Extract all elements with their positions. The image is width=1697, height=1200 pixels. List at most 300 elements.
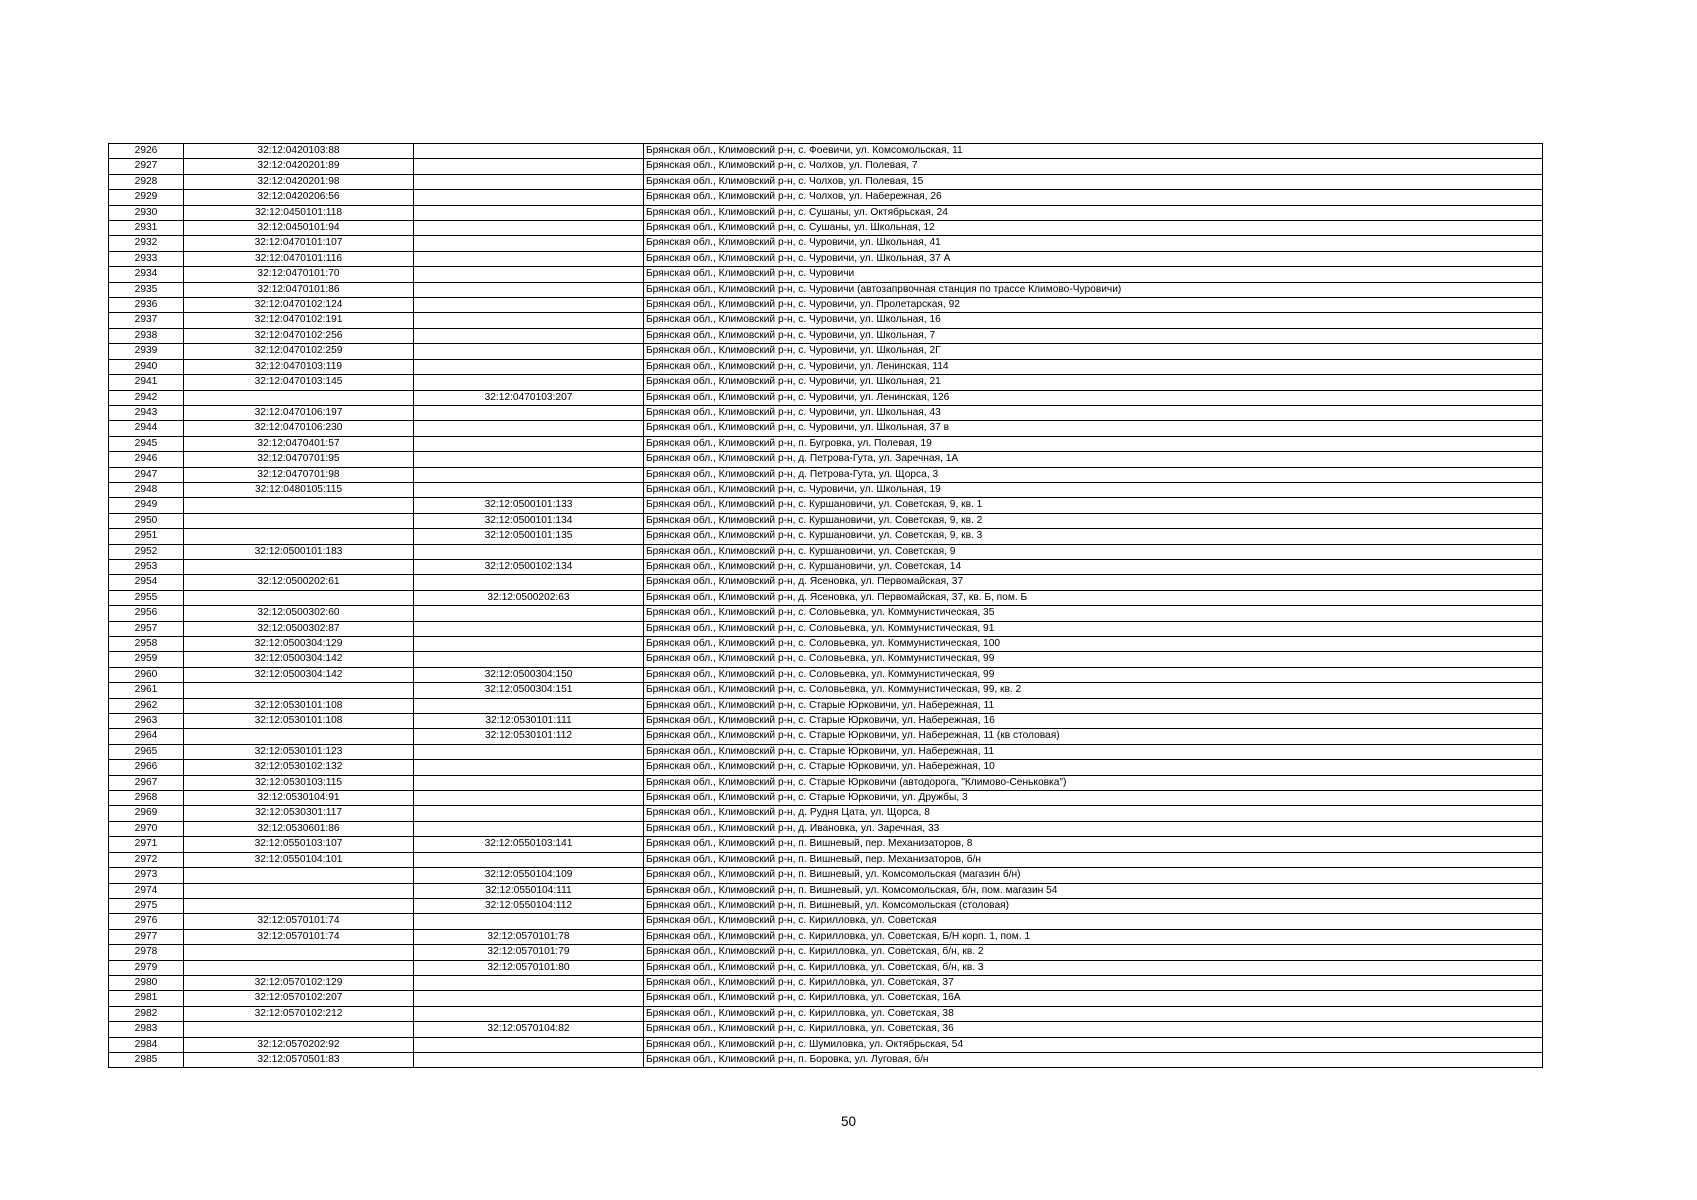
- row-number-cell: 2982: [109, 1006, 184, 1021]
- cadastral-number-secondary-cell: 32:12:0550104:112: [414, 898, 644, 913]
- cadastral-number-cell: [184, 559, 414, 574]
- page-number: 50: [840, 1114, 857, 1129]
- row-number-cell: 2979: [109, 960, 184, 975]
- row-number-cell: 2980: [109, 975, 184, 990]
- cadastral-number-secondary-cell: [414, 1037, 644, 1052]
- cadastral-number-cell: 32:12:0470106:197: [184, 405, 414, 420]
- table-row: [109, 174, 1543, 189]
- address-cell: Брянская обл., Климовский р-н, п. Вишневый, пер. Механизаторов, б/н: [644, 852, 1543, 867]
- table-row: [109, 791, 1543, 806]
- row-number-cell: 2946: [109, 452, 184, 467]
- row-number-cell: 2926: [109, 144, 184, 159]
- table-row: [109, 405, 1543, 420]
- cadastral-number-secondary-cell: [414, 375, 644, 390]
- row-number-cell: 2977: [109, 929, 184, 944]
- row-number-cell: 2964: [109, 729, 184, 744]
- cadastral-number-cell: 32:12:0530301:117: [184, 806, 414, 821]
- row-number-cell: 2958: [109, 637, 184, 652]
- address-cell: Брянская обл., Климовский р-н, с. Соловьевка, ул. Коммунистическая, 99: [644, 652, 1543, 667]
- cadastral-number-secondary-cell: [414, 791, 644, 806]
- address-cell: Брянская обл., Климовский р-н, с. Фоевичи, ул. Комсомольская, 11: [644, 144, 1543, 159]
- address-cell: Брянская обл., Климовский р-н, д. Петрова-Гута, ул. Щорса, 3: [644, 467, 1543, 482]
- row-number-cell: 2972: [109, 852, 184, 867]
- address-cell: Брянская обл., Климовский р-н, с. Чуровичи, ул. Ленинская, 114: [644, 359, 1543, 374]
- address-cell: Брянская обл., Климовский р-н, с. Кирилловка, ул. Советская, 16А: [644, 991, 1543, 1006]
- table-row: [109, 452, 1543, 467]
- row-number-cell: 2942: [109, 390, 184, 405]
- table-row: [109, 852, 1543, 867]
- row-number-cell: 2948: [109, 482, 184, 497]
- cadastral-number-cell: 32:12:0420201:98: [184, 174, 414, 189]
- cadastral-number-secondary-cell: [414, 1052, 644, 1067]
- cadastral-number-secondary-cell: [414, 975, 644, 990]
- address-cell: Брянская обл., Климовский р-н, с. Чуровичи, ул. Ленинская, 126: [644, 390, 1543, 405]
- table-row: [109, 282, 1543, 297]
- cadastral-number-secondary-cell: [414, 313, 644, 328]
- table-row: [109, 159, 1543, 174]
- address-cell: Брянская обл., Климовский р-н, д. Ясеновка, ул. Первомайская, 37: [644, 575, 1543, 590]
- address-cell: Брянская обл., Климовский р-н, с. Чуровичи, ул. Школьная, 43: [644, 405, 1543, 420]
- cadastral-number-cell: [184, 868, 414, 883]
- cadastral-number-secondary-cell: [414, 606, 644, 621]
- table-row: [109, 590, 1543, 605]
- cadastral-number-secondary-cell: 32:12:0570104:82: [414, 1022, 644, 1037]
- row-number-cell: 2976: [109, 914, 184, 929]
- table-row: [109, 344, 1543, 359]
- cadastral-number-secondary-cell: [414, 205, 644, 220]
- cadastral-number-cell: 32:12:0570102:207: [184, 991, 414, 1006]
- table-row: [109, 775, 1543, 790]
- table-row: [109, 729, 1543, 744]
- cadastral-number-cell: 32:12:0450101:94: [184, 221, 414, 236]
- cadastral-number-cell: 32:12:0500302:60: [184, 606, 414, 621]
- row-number-cell: 2981: [109, 991, 184, 1006]
- table-row: [109, 898, 1543, 913]
- table-row: [109, 1052, 1543, 1067]
- row-number-cell: 2929: [109, 190, 184, 205]
- cadastral-number-cell: 32:12:0480105:115: [184, 482, 414, 497]
- address-cell: Брянская обл., Климовский р-н, с. Чуровичи, ул. Школьная, 21: [644, 375, 1543, 390]
- cadastral-number-cell: [184, 390, 414, 405]
- address-cell: Брянская обл., Климовский р-н, с. Соловьевка, ул. Коммунистическая, 91: [644, 621, 1543, 636]
- row-number-cell: 2951: [109, 529, 184, 544]
- cadastral-number-secondary-cell: [414, 251, 644, 266]
- cadastral-number-cell: 32:12:0470103:145: [184, 375, 414, 390]
- row-number-cell: 2973: [109, 868, 184, 883]
- cadastral-number-cell: 32:12:0470106:230: [184, 421, 414, 436]
- address-cell: Брянская обл., Климовский р-н, с. Чолхов, ул. Полевая, 7: [644, 159, 1543, 174]
- table-row: [109, 467, 1543, 482]
- cadastral-number-secondary-cell: 32:12:0530101:111: [414, 714, 644, 729]
- address-cell: Брянская обл., Климовский р-н, с. Кирилловка, ул. Советская, 38: [644, 1006, 1543, 1021]
- address-cell: Брянская обл., Климовский р-н, п. Вишневый, пер. Механизаторов, 8: [644, 837, 1543, 852]
- table-row: [109, 359, 1543, 374]
- address-cell: Брянская обл., Климовский р-н, с. Чуровичи (автозапрвочная станция по трассе Климово-Чуровичи): [644, 282, 1543, 297]
- address-cell: Брянская обл., Климовский р-н, д. Ясеновка, ул. Первомайская, 37, кв. Б, пом. Б: [644, 590, 1543, 605]
- cadastral-number-secondary-cell: 32:12:0500102:134: [414, 559, 644, 574]
- cadastral-number-secondary-cell: [414, 190, 644, 205]
- cadastral-number-secondary-cell: [414, 637, 644, 652]
- address-cell: Брянская обл., Климовский р-н, п. Вишневый, ул. Комсомольская (столовая): [644, 898, 1543, 913]
- address-cell: Брянская обл., Климовский р-н, с. Чолхов, ул. Полевая, 15: [644, 174, 1543, 189]
- row-number-cell: 2956: [109, 606, 184, 621]
- cadastral-number-secondary-cell: [414, 452, 644, 467]
- row-number-cell: 2928: [109, 174, 184, 189]
- cadastral-number-cell: 32:12:0500101:183: [184, 544, 414, 559]
- address-cell: Брянская обл., Климовский р-н, с. Соловьевка, ул. Коммунистическая, 99: [644, 667, 1543, 682]
- cadastral-number-secondary-cell: [414, 405, 644, 420]
- address-cell: Брянская обл., Климовский р-н, с. Старые Юрковичи, ул. Набережная, 16: [644, 714, 1543, 729]
- cadastral-number-secondary-cell: [414, 852, 644, 867]
- row-number-cell: 2939: [109, 344, 184, 359]
- cadastral-number-secondary-cell: [414, 159, 644, 174]
- table-row: [109, 328, 1543, 343]
- cadastral-number-cell: 32:12:0470102:259: [184, 344, 414, 359]
- table-row: [109, 1022, 1543, 1037]
- address-cell: Брянская обл., Климовский р-н, с. Куршановичи, ул. Советская, 9: [644, 544, 1543, 559]
- cadastral-number-cell: 32:12:0500202:61: [184, 575, 414, 590]
- cadastral-number-secondary-cell: [414, 544, 644, 559]
- table-row: [109, 929, 1543, 944]
- row-number-cell: 2967: [109, 775, 184, 790]
- table-row: [109, 991, 1543, 1006]
- cadastral-number-secondary-cell: 32:12:0550103:141: [414, 837, 644, 852]
- row-number-cell: 2940: [109, 359, 184, 374]
- cadastral-number-cell: 32:12:0570102:129: [184, 975, 414, 990]
- address-cell: Брянская обл., Климовский р-н, с. Куршановичи, ул. Советская, 9, кв. 3: [644, 529, 1543, 544]
- table-row: [109, 559, 1543, 574]
- cadastral-number-secondary-cell: [414, 821, 644, 836]
- cadastral-number-secondary-cell: [414, 806, 644, 821]
- address-cell: Брянская обл., Климовский р-н, п. Вишневый, ул. Комсомольская, б/н, пом. магазин 54: [644, 883, 1543, 898]
- table-row: [109, 144, 1543, 159]
- row-number-cell: 2945: [109, 436, 184, 451]
- cadastral-number-cell: 32:12:0470102:124: [184, 298, 414, 313]
- row-number-cell: 2962: [109, 698, 184, 713]
- address-cell: Брянская обл., Климовский р-н, п. Боровка, ул. Луговая, б/н: [644, 1052, 1543, 1067]
- row-number-cell: 2985: [109, 1052, 184, 1067]
- cadastral-number-cell: 32:12:0420201:89: [184, 159, 414, 174]
- table-row: [109, 637, 1543, 652]
- address-cell: Брянская обл., Климовский р-н, с. Соловьевка, ул. Коммунистическая, 99, кв. 2: [644, 683, 1543, 698]
- table-row: [109, 298, 1543, 313]
- cadastral-number-secondary-cell: [414, 991, 644, 1006]
- address-cell: Брянская обл., Климовский р-н, с. Чуровичи, ул. Пролетарская, 92: [644, 298, 1543, 313]
- address-cell: Брянская обл., Климовский р-н, с. Старые Юрковичи, ул. Набережная, 11: [644, 744, 1543, 759]
- table-row: [109, 1006, 1543, 1021]
- row-number-cell: 2957: [109, 621, 184, 636]
- table-row: [109, 482, 1543, 497]
- address-cell: Брянская обл., Климовский р-н, с. Куршановичи, ул. Советская, 9, кв. 2: [644, 513, 1543, 528]
- row-number-cell: 2941: [109, 375, 184, 390]
- address-cell: Брянская обл., Климовский р-н, с. Соловьевка, ул. Коммунистическая, 100: [644, 637, 1543, 652]
- row-number-cell: 2930: [109, 205, 184, 220]
- cadastral-number-cell: 32:12:0530103:115: [184, 775, 414, 790]
- address-cell: Брянская обл., Климовский р-н, д. Рудня Цата, ул. Щорса, 8: [644, 806, 1543, 821]
- address-cell: Брянская обл., Климовский р-н, с. Чуровичи, ул. Школьная, 41: [644, 236, 1543, 251]
- row-number-cell: 2978: [109, 945, 184, 960]
- cadastral-number-secondary-cell: [414, 144, 644, 159]
- cadastral-number-cell: 32:12:0570102:212: [184, 1006, 414, 1021]
- cadastral-number-cell: [184, 498, 414, 513]
- address-cell: Брянская обл., Климовский р-н, с. Кирилловка, ул. Советская: [644, 914, 1543, 929]
- table-row: [109, 421, 1543, 436]
- table-row: [109, 714, 1543, 729]
- cadastral-number-secondary-cell: [414, 698, 644, 713]
- table-row: [109, 837, 1543, 852]
- table-row: [109, 975, 1543, 990]
- table-row: [109, 267, 1543, 282]
- cadastral-number-cell: 32:12:0470102:256: [184, 328, 414, 343]
- cadastral-number-cell: 32:12:0420103:88: [184, 144, 414, 159]
- row-number-cell: 2935: [109, 282, 184, 297]
- row-number-cell: 2968: [109, 791, 184, 806]
- row-number-cell: 2934: [109, 267, 184, 282]
- cadastral-number-cell: [184, 883, 414, 898]
- table-row: [109, 375, 1543, 390]
- table-row: [109, 529, 1543, 544]
- cadastral-number-cell: 32:12:0450101:118: [184, 205, 414, 220]
- row-number-cell: 2936: [109, 298, 184, 313]
- cadastral-number-secondary-cell: 32:12:0550104:111: [414, 883, 644, 898]
- address-cell: Брянская обл., Климовский р-н, с. Куршановичи, ул. Советская, 9, кв. 1: [644, 498, 1543, 513]
- cadastral-number-secondary-cell: [414, 744, 644, 759]
- address-cell: Брянская обл., Климовский р-н, с. Чуровичи, ул. Школьная, 2Г: [644, 344, 1543, 359]
- table-row: [109, 390, 1543, 405]
- cadastral-number-secondary-cell: 32:12:0500304:151: [414, 683, 644, 698]
- cadastral-number-cell: [184, 683, 414, 698]
- cadastral-number-secondary-cell: 32:12:0550104:109: [414, 868, 644, 883]
- address-cell: Брянская обл., Климовский р-н, с. Кирилловка, ул. Советская, б/н, кв. 2: [644, 945, 1543, 960]
- table-row: [109, 498, 1543, 513]
- cadastral-number-cell: 32:12:0470101:86: [184, 282, 414, 297]
- row-number-cell: 2963: [109, 714, 184, 729]
- row-number-cell: 2974: [109, 883, 184, 898]
- address-cell: Брянская обл., Климовский р-н, д. Петрова-Гута, ул. Заречная, 1А: [644, 452, 1543, 467]
- address-cell: Брянская обл., Климовский р-н, с. Кирилловка, ул. Советская, 37: [644, 975, 1543, 990]
- cadastral-number-cell: 32:12:0570101:74: [184, 929, 414, 944]
- address-cell: Брянская обл., Климовский р-н, с. Соловьевка, ул. Коммунистическая, 35: [644, 606, 1543, 621]
- row-number-cell: 2932: [109, 236, 184, 251]
- cadastral-number-secondary-cell: [414, 282, 644, 297]
- cadastral-number-cell: 32:12:0470401:57: [184, 436, 414, 451]
- cadastral-number-secondary-cell: [414, 328, 644, 343]
- cadastral-number-secondary-cell: [414, 344, 644, 359]
- address-cell: Брянская обл., Климовский р-н, с. Старые Юрковичи, ул. Набережная, 11: [644, 698, 1543, 713]
- cadastral-number-cell: [184, 729, 414, 744]
- table-row: [109, 575, 1543, 590]
- address-cell: Брянская обл., Климовский р-н, с. Старые Юрковичи, ул. Набережная, 11 (кв столовая): [644, 729, 1543, 744]
- cadastral-number-cell: [184, 513, 414, 528]
- cadastral-number-cell: 32:12:0530101:108: [184, 714, 414, 729]
- table-row: [109, 914, 1543, 929]
- table-row: [109, 236, 1543, 251]
- address-cell: Брянская обл., Климовский р-н, с. Чуровичи, ул. Школьная, 37 в: [644, 421, 1543, 436]
- row-number-cell: 2970: [109, 821, 184, 836]
- table-row: [109, 513, 1543, 528]
- address-cell: Брянская обл., Климовский р-н, с. Чуровичи, ул. Школьная, 37 А: [644, 251, 1543, 266]
- table-row: [109, 652, 1543, 667]
- cadastral-number-cell: [184, 960, 414, 975]
- table-row: [109, 190, 1543, 205]
- address-cell: Брянская обл., Климовский р-н, с. Сушаны, ул. Октябрьская, 24: [644, 205, 1543, 220]
- row-number-cell: 2938: [109, 328, 184, 343]
- cadastral-number-secondary-cell: [414, 267, 644, 282]
- row-number-cell: 2952: [109, 544, 184, 559]
- address-cell: Брянская обл., Климовский р-н, с. Чуровичи, ул. Школьная, 7: [644, 328, 1543, 343]
- cadastral-number-secondary-cell: 32:12:0500101:134: [414, 513, 644, 528]
- address-cell: Брянская обл., Климовский р-н, с. Старые Юрковичи, ул. Дружбы, 3: [644, 791, 1543, 806]
- row-number-cell: 2937: [109, 313, 184, 328]
- row-number-cell: 2983: [109, 1022, 184, 1037]
- cadastral-number-secondary-cell: [414, 221, 644, 236]
- table-row: [109, 621, 1543, 636]
- cadastral-number-cell: [184, 529, 414, 544]
- registry-table: [108, 143, 1543, 1068]
- cadastral-number-secondary-cell: 32:12:0500202:63: [414, 590, 644, 605]
- table-row: [109, 667, 1543, 682]
- cadastral-number-cell: 32:12:0530102:132: [184, 760, 414, 775]
- cadastral-number-secondary-cell: [414, 914, 644, 929]
- table-row: [109, 821, 1543, 836]
- cadastral-number-cell: 32:12:0470102:191: [184, 313, 414, 328]
- cadastral-number-secondary-cell: [414, 421, 644, 436]
- address-cell: Брянская обл., Климовский р-н, с. Чуровичи, ул. Школьная, 16: [644, 313, 1543, 328]
- cadastral-number-secondary-cell: 32:12:0570101:79: [414, 945, 644, 960]
- address-cell: Брянская обл., Климовский р-н, с. Сушаны, ул. Школьная, 12: [644, 221, 1543, 236]
- row-number-cell: 2959: [109, 652, 184, 667]
- cadastral-number-secondary-cell: [414, 775, 644, 790]
- cadastral-number-cell: 32:12:0550103:107: [184, 837, 414, 852]
- row-number-cell: 2954: [109, 575, 184, 590]
- address-cell: Брянская обл., Климовский р-н, с. Кирилловка, ул. Советская, Б/Н корп. 1, пом. 1: [644, 929, 1543, 944]
- table-row: [109, 313, 1543, 328]
- row-number-cell: 2947: [109, 467, 184, 482]
- table-row: [109, 698, 1543, 713]
- cadastral-number-secondary-cell: [414, 359, 644, 374]
- cadastral-number-cell: 32:12:0500304:142: [184, 667, 414, 682]
- cadastral-number-cell: 32:12:0470701:98: [184, 467, 414, 482]
- address-cell: Брянская обл., Климовский р-н, с. Кирилловка, ул. Советская, 36: [644, 1022, 1543, 1037]
- registry-table-body: [109, 144, 1543, 1068]
- row-number-cell: 2955: [109, 590, 184, 605]
- cadastral-number-cell: 32:12:0570202:92: [184, 1037, 414, 1052]
- row-number-cell: 2975: [109, 898, 184, 913]
- cadastral-number-secondary-cell: 32:12:0570101:80: [414, 960, 644, 975]
- table-row: [109, 960, 1543, 975]
- row-number-cell: 2960: [109, 667, 184, 682]
- address-cell: Брянская обл., Климовский р-н, с. Чуровичи, ул. Школьная, 19: [644, 482, 1543, 497]
- row-number-cell: 2969: [109, 806, 184, 821]
- cadastral-number-cell: 32:12:0470701:95: [184, 452, 414, 467]
- row-number-cell: 2933: [109, 251, 184, 266]
- table-row: [109, 544, 1543, 559]
- row-number-cell: 2949: [109, 498, 184, 513]
- cadastral-number-cell: 32:12:0500302:87: [184, 621, 414, 636]
- cadastral-number-secondary-cell: 32:12:0500101:133: [414, 498, 644, 513]
- cadastral-number-cell: [184, 590, 414, 605]
- row-number-cell: 2950: [109, 513, 184, 528]
- row-number-cell: 2944: [109, 421, 184, 436]
- cadastral-number-secondary-cell: [414, 652, 644, 667]
- row-number-cell: 2953: [109, 559, 184, 574]
- table-row: [109, 606, 1543, 621]
- cadastral-number-secondary-cell: 32:12:0570101:78: [414, 929, 644, 944]
- table-row: [109, 251, 1543, 266]
- cadastral-number-secondary-cell: 32:12:0530101:112: [414, 729, 644, 744]
- cadastral-number-cell: 32:12:0570101:74: [184, 914, 414, 929]
- cadastral-number-secondary-cell: [414, 482, 644, 497]
- cadastral-number-cell: [184, 898, 414, 913]
- address-cell: Брянская обл., Климовский р-н, д. Ивановка, ул. Заречная, 33: [644, 821, 1543, 836]
- row-number-cell: 2965: [109, 744, 184, 759]
- address-cell: Брянская обл., Климовский р-н, п. Вишневый, ул. Комсомольская (магазин б/н): [644, 868, 1543, 883]
- cadastral-number-secondary-cell: [414, 575, 644, 590]
- table-row: [109, 760, 1543, 775]
- table-row: [109, 683, 1543, 698]
- cadastral-number-cell: 32:12:0570501:83: [184, 1052, 414, 1067]
- table-row: [109, 221, 1543, 236]
- address-cell: Брянская обл., Климовский р-н, с. Чуровичи: [644, 267, 1543, 282]
- cadastral-number-secondary-cell: [414, 467, 644, 482]
- cadastral-number-cell: 32:12:0530101:108: [184, 698, 414, 713]
- cadastral-number-secondary-cell: [414, 621, 644, 636]
- table-row: [109, 436, 1543, 451]
- cadastral-number-cell: 32:12:0530104:91: [184, 791, 414, 806]
- table-row: [109, 868, 1543, 883]
- address-cell: Брянская обл., Климовский р-н, с. Старые Юрковичи (автодорога, "Климово-Сеньковка"): [644, 775, 1543, 790]
- cadastral-number-secondary-cell: [414, 174, 644, 189]
- address-cell: Брянская обл., Климовский р-н, с. Старые Юрковичи, ул. Набережная, 10: [644, 760, 1543, 775]
- cadastral-number-secondary-cell: [414, 760, 644, 775]
- cadastral-number-cell: 32:12:0470101:70: [184, 267, 414, 282]
- row-number-cell: 2966: [109, 760, 184, 775]
- address-cell: Брянская обл., Климовский р-н, с. Чолхов, ул. Набережная, 26: [644, 190, 1543, 205]
- row-number-cell: 2927: [109, 159, 184, 174]
- cadastral-number-cell: 32:12:0550104:101: [184, 852, 414, 867]
- cadastral-number-secondary-cell: [414, 236, 644, 251]
- table-row: [109, 1037, 1543, 1052]
- row-number-cell: 2961: [109, 683, 184, 698]
- cadastral-number-secondary-cell: [414, 298, 644, 313]
- cadastral-number-secondary-cell: 32:12:0470103:207: [414, 390, 644, 405]
- cadastral-number-secondary-cell: [414, 436, 644, 451]
- cadastral-number-cell: 32:12:0530601:86: [184, 821, 414, 836]
- cadastral-number-cell: [184, 945, 414, 960]
- cadastral-number-cell: 32:12:0420206:56: [184, 190, 414, 205]
- address-cell: Брянская обл., Климовский р-н, п. Бугровка, ул. Полевая, 19: [644, 436, 1543, 451]
- cadastral-number-cell: 32:12:0470101:116: [184, 251, 414, 266]
- table-row: [109, 744, 1543, 759]
- cadastral-number-cell: 32:12:0500304:142: [184, 652, 414, 667]
- cadastral-number-cell: 32:12:0500304:129: [184, 637, 414, 652]
- row-number-cell: 2943: [109, 405, 184, 420]
- table-row: [109, 205, 1543, 220]
- table-row: [109, 806, 1543, 821]
- cadastral-number-secondary-cell: 32:12:0500304:150: [414, 667, 644, 682]
- cadastral-number-secondary-cell: 32:12:0500101:135: [414, 529, 644, 544]
- cadastral-number-cell: 32:12:0530101:123: [184, 744, 414, 759]
- address-cell: Брянская обл., Климовский р-н, с. Шумиловка, ул. Октябрьская, 54: [644, 1037, 1543, 1052]
- cadastral-number-cell: 32:12:0470101:107: [184, 236, 414, 251]
- cadastral-number-cell: [184, 1022, 414, 1037]
- row-number-cell: 2931: [109, 221, 184, 236]
- cadastral-number-cell: 32:12:0470103:119: [184, 359, 414, 374]
- address-cell: Брянская обл., Климовский р-н, с. Куршановичи, ул. Советская, 14: [644, 559, 1543, 574]
- table-row: [109, 945, 1543, 960]
- cadastral-number-secondary-cell: [414, 1006, 644, 1021]
- row-number-cell: 2971: [109, 837, 184, 852]
